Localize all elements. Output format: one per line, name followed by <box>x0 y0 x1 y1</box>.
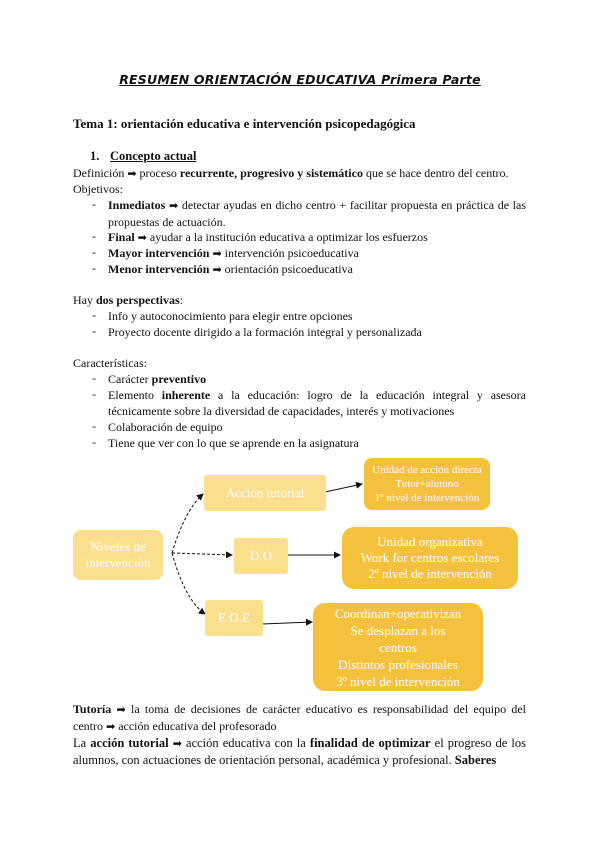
arrow-icon: ➡ <box>137 231 147 244</box>
para-text: el progreso de los alumnos, con actuaciones de orientación personal, académica y profesional. <box>73 736 527 767</box>
list-dash: - <box>92 371 96 385</box>
para-text: acción educativa con la <box>186 736 306 750</box>
definicion-post: que se hace dentro del centro. <box>365 166 509 180</box>
para-bold: finalidad de optimizar <box>309 736 431 750</box>
list-dash: - <box>92 419 96 433</box>
section-number: 1. <box>90 149 100 163</box>
box-line: intervención <box>85 555 151 570</box>
box-line: Work for centros escolares <box>360 550 500 565</box>
item-bold: Mayor intervención <box>108 246 210 260</box>
tutoria-text2: acción educativa del profesorado <box>118 719 277 733</box>
list-dash: - <box>92 387 96 401</box>
box-line: Tutor+alumno <box>395 478 459 490</box>
item-bold: inherente <box>161 388 211 402</box>
box-line: D.O <box>249 548 273 563</box>
connector-do <box>172 553 232 555</box>
arrow-icon: ➡ <box>212 247 222 260</box>
objetivos-label: Objetivos: <box>73 182 123 196</box>
item-text: a la educación: logro de la educación integral y asesora técnicamente sobre la diversidad de capacidades, interés y motivaciones <box>108 388 527 418</box>
arrow-icon: ➡ <box>116 703 126 716</box>
box-line: Niveles de <box>90 539 146 554</box>
box-line: centros <box>379 639 417 655</box>
para-text: La <box>73 736 87 750</box>
list-item: Tiene que ver con lo que se aprende en la asignatura <box>108 436 359 450</box>
list-dash: - <box>92 245 96 259</box>
item-bold: Final <box>108 230 135 244</box>
caracteristicas-label: Características: <box>73 356 147 370</box>
box-line: Acción tutorial <box>225 485 305 500</box>
list-dash: - <box>92 261 96 275</box>
list-item: Proyecto docente dirigido a la formación integral y personalizada <box>108 325 422 339</box>
connector-accion-unidad <box>325 484 362 492</box>
arrow-icon: ➡ <box>172 737 182 750</box>
list-dash: - <box>92 308 96 322</box>
arrow-icon: ➡ <box>105 720 116 733</box>
item-text: ayudar a la institución educativa a optimizar los esfuerzos <box>149 230 428 244</box>
box-line: Unidad organizativa <box>377 534 483 549</box>
box-line: E.O.E <box>218 610 250 625</box>
section-title: Concepto actual <box>110 149 197 163</box>
unidad-organizativa-box <box>342 527 518 589</box>
para-bold: Saberes <box>454 753 497 767</box>
arrow-icon: ➡ <box>212 263 222 276</box>
box-line: 1º nivel de intervención <box>374 492 480 504</box>
box-line: Distintos profesionales <box>338 656 458 672</box>
eoe-box <box>205 600 263 636</box>
connector-eoe <box>172 553 205 614</box>
definicion-bold: recurrente, progresivo y sistemático <box>179 166 363 180</box>
tutoria-paragraph <box>73 701 526 735</box>
tema-heading: Tema 1: orientación educativa e intervención psicopedagógica <box>73 116 416 131</box>
box-line: Se desplazan a los <box>350 622 446 638</box>
do-box <box>234 538 288 574</box>
connector-accion <box>172 494 203 553</box>
definicion-label: Definición <box>73 166 125 180</box>
list-dash: - <box>92 435 96 449</box>
connector-eoe-coordinan <box>262 622 312 624</box>
list-dash: - <box>92 229 96 243</box>
perspectivas-bold: dos perspectivas <box>96 293 180 307</box>
item-text: detectar ayudas en dicho centro + facilitar propuesta en práctica de las propuestas de actuación. <box>108 198 527 229</box>
coordinan-box <box>313 603 483 691</box>
item-bold: Inmediatos <box>108 198 166 212</box>
item-bold: Menor intervención <box>108 262 210 276</box>
tutoria-text: la toma de decisiones de carácter educativo es responsabilidad del equipo del centro <box>73 702 527 733</box>
unidad-directa-box <box>364 458 490 510</box>
para-bold: acción tutorial <box>90 736 169 750</box>
arrow-icon: ➡ <box>127 167 137 180</box>
item-bold: preventivo <box>151 372 207 386</box>
box-line: 3º nivel de intervención <box>336 673 460 689</box>
document-title: RESUMEN ORIENTACIÓN EDUCATIVA Primera Parte <box>119 72 481 87</box>
list-item: Colaboración de equipo <box>108 420 223 434</box>
list-dash: - <box>92 324 96 338</box>
arrow-icon: ➡ <box>169 199 179 212</box>
item-text: Carácter <box>108 372 149 386</box>
list-item: Info y autoconocimiento para elegir entre opciones <box>108 309 353 323</box>
item-text: intervención psicoeducativa <box>224 246 359 260</box>
box-line: Coordinan+operativizan <box>334 605 462 621</box>
list-dash: - <box>92 197 96 211</box>
tutoria-bold: Tutoría <box>73 702 112 716</box>
accion-tutorial-paragraph <box>73 735 526 769</box>
perspectivas-post: : <box>179 293 184 307</box>
box-line: Unidad de acción directa <box>372 464 482 476</box>
item-text: orientación psicoeducativa <box>224 262 353 276</box>
niveles-intervencion-box <box>73 530 163 580</box>
box-line: 2º nivel de intervención <box>368 566 492 581</box>
perspectivas-pre: Hay <box>73 293 93 307</box>
accion-tutorial-box <box>204 475 326 511</box>
item-text: Elemento <box>108 388 154 402</box>
definicion-pre: proceso <box>139 166 177 180</box>
